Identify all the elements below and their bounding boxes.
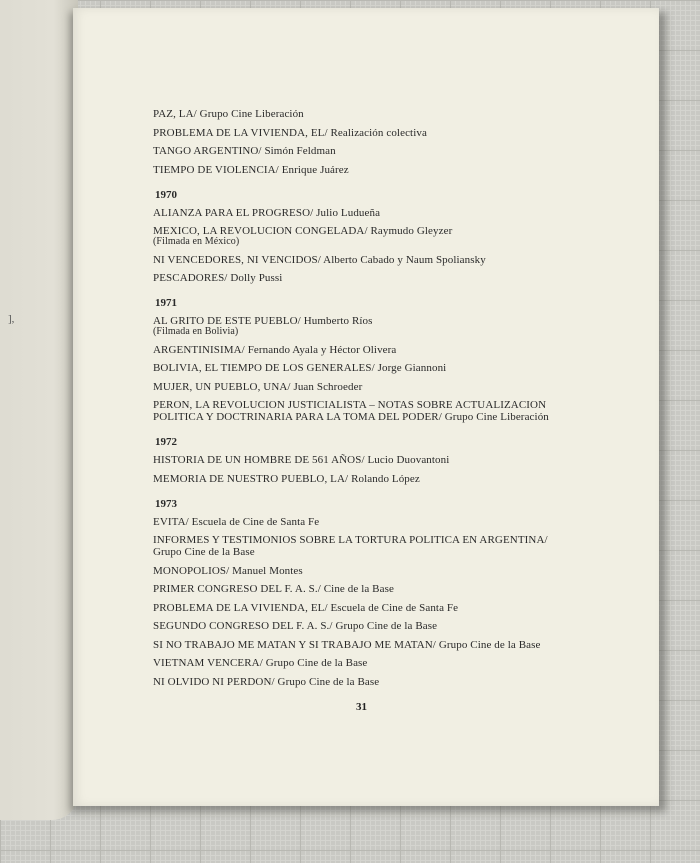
film-title: EVITA/ xyxy=(153,515,189,528)
document-page xyxy=(73,8,659,806)
film-director: Juan Schroeder xyxy=(293,380,363,393)
film-entry xyxy=(153,127,553,139)
film-title: MUJER, UN PUEBLO, UNA/ xyxy=(153,380,291,393)
film-director: Grupo Cine de la Base xyxy=(335,620,438,632)
film-director: Escuela de Cine de Santa Fe xyxy=(330,601,459,614)
film-title: NI OLVIDO NI PERDON/ xyxy=(153,675,275,688)
film-entry xyxy=(153,676,553,688)
film-director: Raymudo Gleyzer xyxy=(370,225,453,237)
film-director: Cine de la Base xyxy=(323,583,394,595)
film-title: PRIMER CONGRESO DEL F. A. S./ xyxy=(153,583,321,595)
film-title: MONOPOLIOS/ xyxy=(153,564,230,577)
film-note: (Filmada en México) xyxy=(153,236,240,247)
film-director: Grupo Cine de la Base xyxy=(277,675,380,688)
filmography-list xyxy=(153,108,553,694)
film-entry xyxy=(153,473,553,485)
film-director: Julio Ludueña xyxy=(316,206,381,219)
film-title: PROBLEMA DE LA VIVIENDA, EL/ xyxy=(153,126,328,139)
film-title: PERON, LA REVOLUCION JUSTICIALISTA – NOTAS SOBRE ACTUALIZACION POLITICA Y DOCTRINARIA PARA LA TOMA DEL PODER/ xyxy=(153,399,547,423)
film-director: Realización colectiva xyxy=(330,126,427,139)
film-title: ALIANZA PARA EL PROGRESO/ xyxy=(153,206,314,219)
film-director: Rolando López xyxy=(351,472,420,485)
film-director: Grupo Cine de la Base xyxy=(153,546,255,558)
film-entry xyxy=(153,315,553,337)
film-entry xyxy=(153,565,553,577)
film-title: BOLIVIA, EL TIEMPO DE LOS GENERALES/ xyxy=(153,362,375,374)
year-heading: 1970 xyxy=(155,188,177,201)
film-entry xyxy=(153,620,553,632)
film-entry xyxy=(153,639,553,651)
film-entry xyxy=(153,657,553,669)
film-director: Lucio Duovantoni xyxy=(367,454,450,466)
film-title: PAZ, LA/ xyxy=(153,108,197,120)
film-title: TANGO ARGENTINO/ xyxy=(153,145,262,157)
page-number: 31 xyxy=(356,701,367,713)
film-director: Simón Feldman xyxy=(264,145,336,157)
film-title: SEGUNDO CONGRESO DEL F. A. S./ xyxy=(153,620,333,632)
film-director: Jorge Giannoni xyxy=(377,362,447,374)
film-entry xyxy=(153,362,553,374)
film-director: Humberto Ríos xyxy=(303,315,373,327)
film-director: Dolly Pussi xyxy=(230,272,283,284)
film-title: PESCADORES/ xyxy=(153,272,228,284)
film-entry xyxy=(153,399,553,423)
film-director: Grupo Cine de la Base xyxy=(438,638,541,651)
film-director: Manuel Montes xyxy=(232,564,303,577)
film-title: ARGENTINISIMA/ xyxy=(153,343,245,356)
film-entry xyxy=(153,108,553,120)
film-entry xyxy=(153,207,553,219)
film-title: AL GRITO DE ESTE PUEBLO/ xyxy=(153,315,301,327)
film-title: MEMORIA DE NUESTRO PUEBLO, LA/ xyxy=(153,472,349,485)
left-page-mark: ], xyxy=(8,313,15,325)
film-title: VIETNAM VENCERA/ xyxy=(153,657,263,669)
film-entry xyxy=(153,602,553,614)
film-title: TIEMPO DE VIOLENCIA/ xyxy=(153,163,279,176)
film-director: Alberto Cabado y Naum Spoliansky xyxy=(323,253,486,266)
film-entry xyxy=(153,164,553,176)
film-title: PROBLEMA DE LA VIVIENDA, EL/ xyxy=(153,601,328,614)
film-title: INFORMES Y TESTIMONIOS SOBRE LA TORTURA POLITICA EN ARGENTINA/ xyxy=(153,534,548,546)
film-entry xyxy=(153,225,553,247)
year-heading: 1971 xyxy=(155,297,177,309)
film-director: Grupo Cine Liberación xyxy=(444,411,549,423)
film-entry xyxy=(153,344,553,356)
film-title: SI NO TRABAJO ME MATAN Y SI TRABAJO ME MATAN/ xyxy=(153,638,436,651)
film-title: MEXICO, LA REVOLUCION CONGELADA/ xyxy=(153,225,368,237)
film-director: Grupo Cine Liberación xyxy=(199,108,304,120)
film-director: Grupo Cine de la Base xyxy=(265,657,368,669)
film-director: Escuela de Cine de Santa Fe xyxy=(191,515,320,528)
film-note: (Filmada en Bolivia) xyxy=(153,326,239,337)
film-entry xyxy=(153,254,553,266)
year-heading: 1972 xyxy=(155,436,177,448)
film-entry xyxy=(153,534,553,558)
film-entry xyxy=(153,381,553,393)
film-entry xyxy=(153,583,553,595)
film-entry xyxy=(153,272,553,284)
film-title: NI VENCEDORES, NI VENCIDOS/ xyxy=(153,253,321,266)
film-entry xyxy=(153,454,553,466)
film-title: HISTORIA DE UN HOMBRE DE 561 AÑOS/ xyxy=(153,454,365,466)
left-page-edge xyxy=(0,0,78,820)
year-heading: 1973 xyxy=(155,497,177,510)
film-director: Fernando Ayala y Héctor Olivera xyxy=(247,343,397,356)
film-entry xyxy=(153,516,553,528)
film-director: Enrique Juárez xyxy=(281,163,349,176)
film-entry xyxy=(153,145,553,157)
